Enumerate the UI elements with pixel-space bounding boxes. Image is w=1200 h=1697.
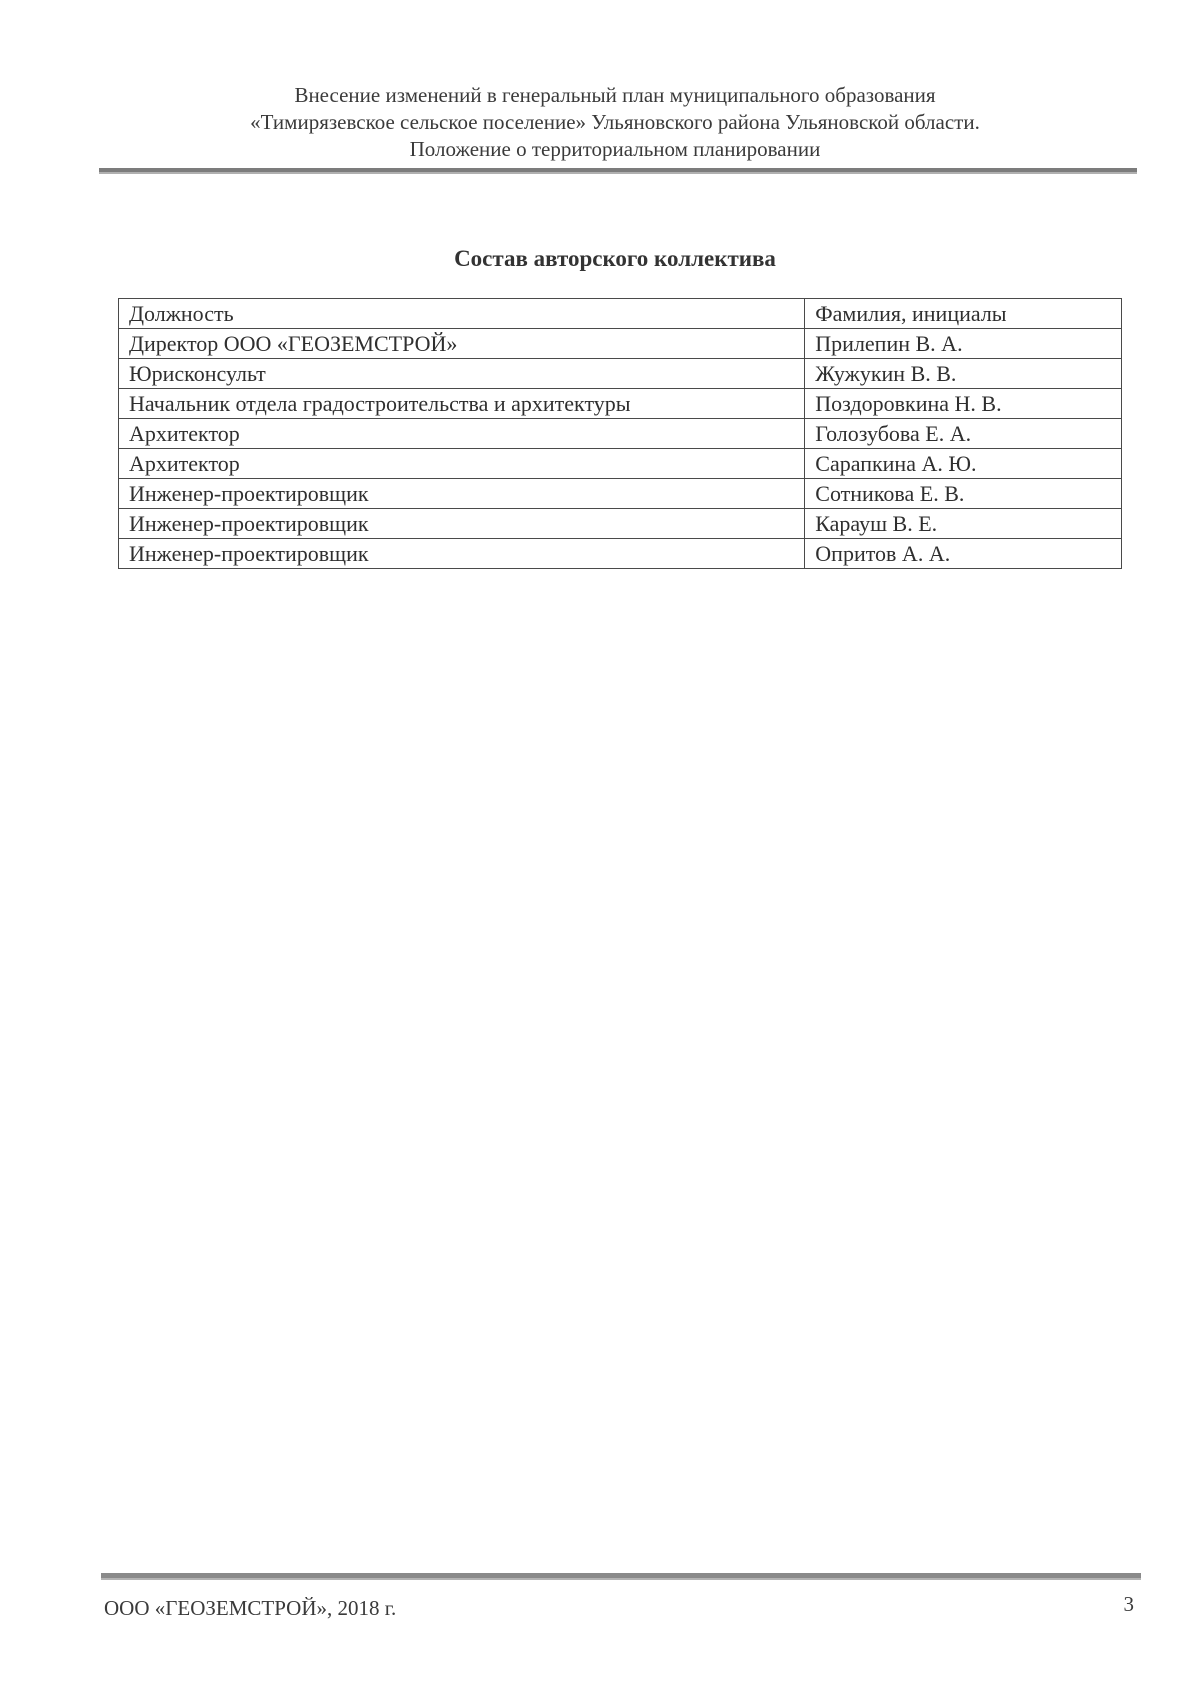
table-row [119,539,1122,569]
name-cell: Прилепин В. А. [805,329,1122,359]
table-row [119,419,1122,449]
position-cell: Инженер-проектировщик [119,479,805,509]
table-row [119,509,1122,539]
section-title: Состав авторского коллектива [454,246,776,271]
authors-table [118,298,1122,569]
name-cell: Опритов А. А. [805,539,1122,569]
position-cell: Начальник отдела градостроительства и архитектуры [119,389,805,419]
table-row [119,389,1122,419]
running-header [90,82,1140,163]
header-line-1: Внесение изменений в генеральный план муниципального образования [294,83,936,107]
page-number: 3 [1123,1592,1134,1616]
footer-divider [101,1573,1141,1580]
name-cell: Сотникова Е. В. [805,479,1122,509]
name-cell: Жужукин В. В. [805,359,1122,389]
column-header-name: Фамилия, инициалы [805,299,1122,329]
position-cell: Юрисконсульт [119,359,805,389]
table-row [119,449,1122,479]
header-line-3: Положение о территориальном планировании [409,137,821,161]
header-divider [99,168,1137,174]
position-cell: Архитектор [119,419,805,449]
column-header-position: Должность [119,299,805,329]
name-cell: Сарапкина А. Ю. [805,449,1122,479]
table-header-row [119,299,1122,329]
position-cell: Инженер-проектировщик [119,509,805,539]
position-cell: Архитектор [119,449,805,479]
table-row [119,329,1122,359]
name-cell: Голозубова Е. А. [805,419,1122,449]
header-line-2: «Тимирязевское сельское поселение» Ульяновского района Ульяновской области. [250,110,980,134]
position-cell: Инженер-проектировщик [119,539,805,569]
name-cell: Поздоровкина Н. В. [805,389,1122,419]
table-row [119,479,1122,509]
position-cell: Директор ООО «ГЕОЗЕМСТРОЙ» [119,329,805,359]
name-cell: Карауш В. Е. [805,509,1122,539]
table-row [119,359,1122,389]
footer-company: ООО «ГЕОЗЕМСТРОЙ», 2018 г. [104,1596,397,1620]
